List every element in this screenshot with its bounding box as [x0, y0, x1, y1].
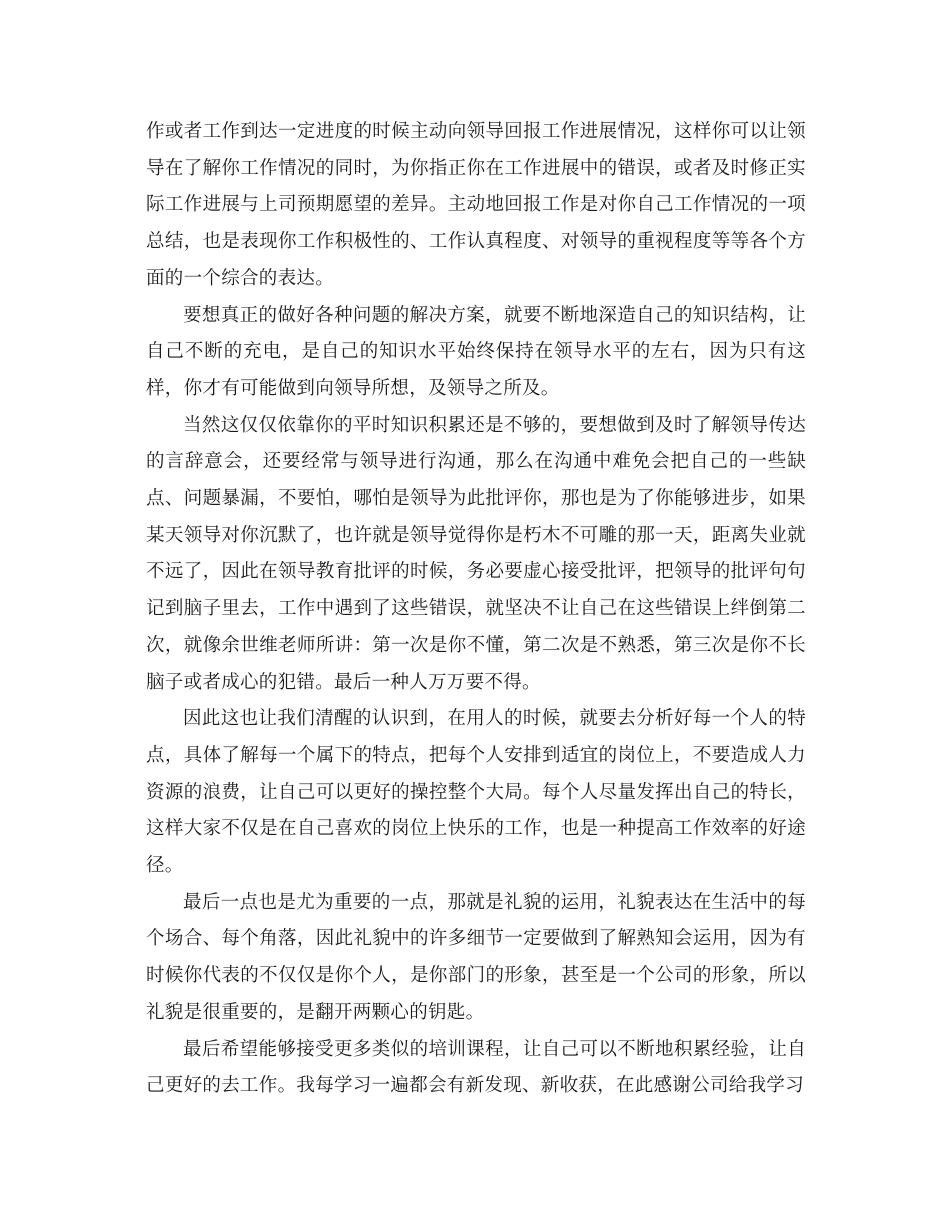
paragraph-4: 因此这也让我们清醒的认识到，在用人的时候，就要去分析好每一个人的特点，具体了解每一个属下的特点，把每个人安排到适宜的岗位上，不要造成人力资源的浪费，让自己可以更好的操控整个大局。每个人尽量发挥出自己的特长，这样大家不仅是在自己喜欢的岗位上快乐的工作，也是一种提高工作效率的好途径。 [146, 708, 806, 877]
paragraph-6: 最后希望能够接受更多类似的培训课程，让自己可以不断地积累经验，让自己更好的去工作。我每学习一遍都会有新发现、新收获，在此感谢公司给我学习 [146, 1038, 806, 1097]
paragraph-5: 最后一点也是尤为重要的一点，那就是礼貌的运用，礼貌表达在生活中的每个场合、每个角落，因此礼貌中的许多细节一定要做到了解熟知会运用，因为有时候你代表的不仅仅是你个人，是你部门的形象，甚至是一个公司的形象，所以礼貌是很重要的，是翻开两颗心的钥匙。 [146, 891, 806, 1023]
paragraph-3: 当然这仅仅依靠你的平时知识积累还是不够的，要想做到及时了解领导传达的言辞意会，还要经常与领导进行沟通，那么在沟通中难免会把自己的一些缺点、问题暴漏，不要怕，哪怕是领导为此批评你，那也是为了你能够进步，如果某天领导对你沉默了，也许就是领导觉得你是朽木不可雕的那一天，距离失业就不远了，因此在领导教育批评的时候，务必要虚心接受批评，把领导的批评句句记到脑子里去，工作中遇到了这些错误，就坚决不让自己在这些错误上绊倒第二次，就像余世维老师所讲：第一次是你不懂，第二次是不熟悉，第三次是你不长脑子或者成心的犯错。最后一种人万万要不得。 [146, 414, 806, 693]
paragraph-1: 作或者工作到达一定进度的时候主动向领导回报工作进展情况，这样你可以让领导在了解你工作情况的同时，为你指正你在工作进展中的错误，或者及时修正实际工作进展与上司预期愿望的差异。主动地回报工作是对你自己工作情况的一项总结，也是表现你工作积极性的、工作认真程度、对领导的重视程度等等各个方面的一个综合的表达。 [146, 121, 806, 289]
document-body [146, 114, 806, 1105]
paragraph-2: 要想真正的做好各种问题的解决方案，就要不断地深造自己的知识结构，让自己不断的充电，是自己的知识水平始终保持在领导水平的左右，因为只有这样，你才有可能做到向领导所想，及领导之所及。 [146, 304, 806, 399]
